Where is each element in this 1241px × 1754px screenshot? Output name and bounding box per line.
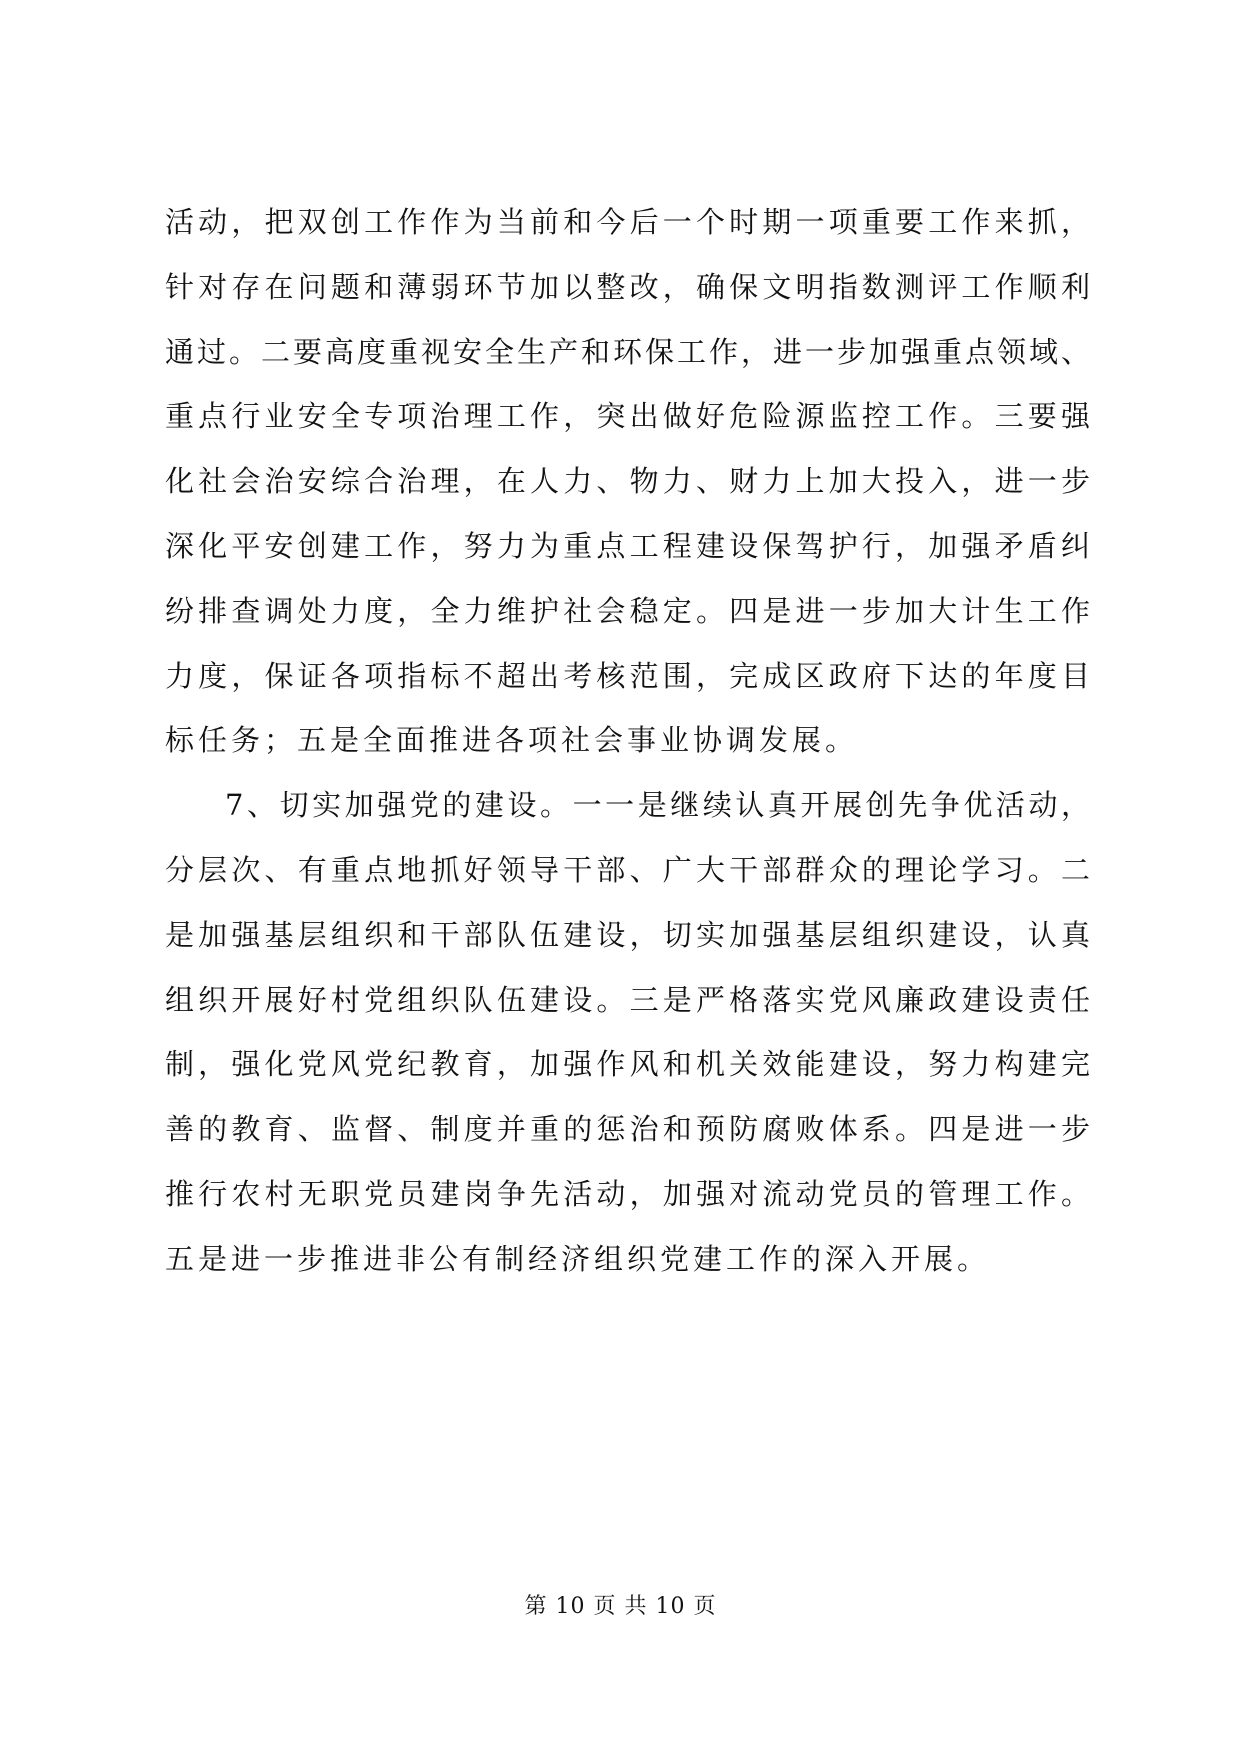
text-line: 纷排查调处力度，全力维护社会稳定。四是进一步加大计生工作 xyxy=(165,593,1090,628)
text-line: 深化平安创建工作，努力为重点工程建设保驾护行，加强矛盾纠 xyxy=(165,528,1090,563)
paragraph-2 xyxy=(165,773,1090,1291)
text-line: 7、切实加强党的建设。一一是继续认真开展创先争优活动， xyxy=(225,788,1090,823)
text-line: 制，强化党风党纪教育，加强作风和机关效能建设，努力构建完 xyxy=(165,1047,1090,1082)
text-line: 组织开展好村党组织队伍建设。三是严格落实党风廉政建设责任 xyxy=(165,982,1090,1017)
text-line: 活动，把双创工作作为当前和今后一个时期一项重要工作来抓， xyxy=(165,205,1090,239)
text-line: 力度，保证各项指标不超出考核范围，完成区政府下达的年度目 xyxy=(165,658,1090,693)
text-line: 化社会治安综合治理，在人力、物力、财力上加大投入，进一步 xyxy=(165,464,1090,499)
text-line: 标任务；五是全面推进各项社会事业协调发展。 xyxy=(165,723,859,758)
text-line: 重点行业安全专项治理工作，突出做好危险源监控工作。三要强 xyxy=(165,399,1090,434)
document-body xyxy=(165,190,1090,1292)
page-number-footer: 第 10 页 共 10 页 xyxy=(524,1594,717,1619)
text-line: 是加强基层组织和干部队伍建设，切实加强基层组织建设，认真 xyxy=(165,917,1090,952)
text-line: 分层次、有重点地抓好领导干部、广大干部群众的理论学习。二 xyxy=(165,852,1090,887)
text-line: 善的教育、监督、制度并重的惩治和预防腐败体系。四是进一步 xyxy=(165,1112,1090,1147)
text-line: 通过。二要高度重视安全生产和环保工作，进一步加强重点领域、 xyxy=(165,334,1090,369)
text-line: 针对存在问题和薄弱环节加以整改，确保文明指数测评工作顺利 xyxy=(165,269,1090,304)
text-line: 推行农村无职党员建岗争先活动，加强对流动党员的管理工作。 xyxy=(165,1176,1090,1211)
paragraph-1 xyxy=(165,190,1090,773)
text-line: 五是进一步推进非公有制经济组织党建工作的深入开展。 xyxy=(165,1241,991,1276)
